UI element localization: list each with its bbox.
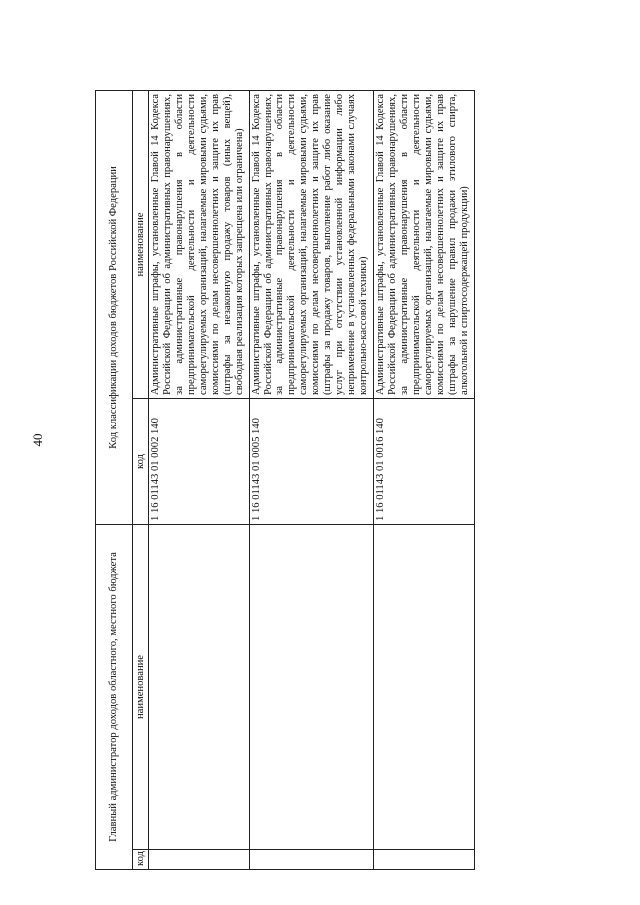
page-number: 40 <box>30 433 45 447</box>
budget-classification-table <box>95 90 475 870</box>
row-admin-code <box>149 850 250 870</box>
header-col-code: код <box>133 850 149 870</box>
header-col-name: наименование <box>133 524 149 849</box>
row-admin-code <box>249 850 374 870</box>
header-col-code2: код <box>133 398 149 524</box>
table-row <box>249 91 374 870</box>
row-budget-code: 1 16 01143 01 0002 140 <box>149 398 250 524</box>
table-row <box>149 91 250 870</box>
header-chief-admin: Главный администратор доходов областного, местного бюджета <box>96 524 133 869</box>
table-row <box>374 91 475 870</box>
row-admin-name <box>149 524 250 849</box>
row-budget-name: Административные штрафы, установленные Главой 14 Кодекса Российской Федерации об административных правонарушениях, за административные правонарушения в области предпринимательской деятельности и деятельности саморегулируемых организаций, налагаемые мировыми судьями, комиссиями по делам несовершеннолетних и защите их прав (штрафы за незаконную продажу товаров (иных вещей), свободная реализация которых запрещена или ограничена) <box>149 91 250 399</box>
table-subheader-row <box>133 91 149 870</box>
row-admin-name <box>249 524 374 849</box>
header-budget-code: Код классификации доходов бюджетов Российской Федерации <box>96 91 133 525</box>
row-admin-name <box>374 524 475 849</box>
row-budget-code: 1 16 01143 01 0005 140 <box>249 398 374 524</box>
row-admin-code <box>374 850 475 870</box>
rotated-table-container <box>95 90 475 870</box>
header-col-name2: наименование <box>133 91 149 399</box>
row-budget-code: 1 16 01143 01 0016 140 <box>374 398 475 524</box>
row-budget-name: Административные штрафы, установленные Главой 14 Кодекса Российской Федерации об административных правонарушениях, за административные правонарушения в области предпринимательской деятельности и деятельности саморегулируемых организаций, налагаемые мировыми судьями, комиссиями по делам несовершеннолетних и защите их прав (штрафы за продажу товаров, выполнение работ либо оказание услуг при отсутствии установленной информации либо неприменение в установленных федеральными законами случаях контрольно-кассовой техники) <box>249 91 374 399</box>
table-header-row <box>96 91 133 870</box>
row-budget-name: Административные штрафы, установленные Главой 14 Кодекса Российской Федерации об административных правонарушениях, за административные правонарушения в области предпринимательской деятельности и деятельности саморегулируемых организаций, налагаемые мировыми судьями, комиссиями по делам несовершеннолетних и защите их прав (штрафы за нарушение правил продажи этилового спирта, алкогольной и спиртосодержащей продукции) <box>374 91 475 399</box>
